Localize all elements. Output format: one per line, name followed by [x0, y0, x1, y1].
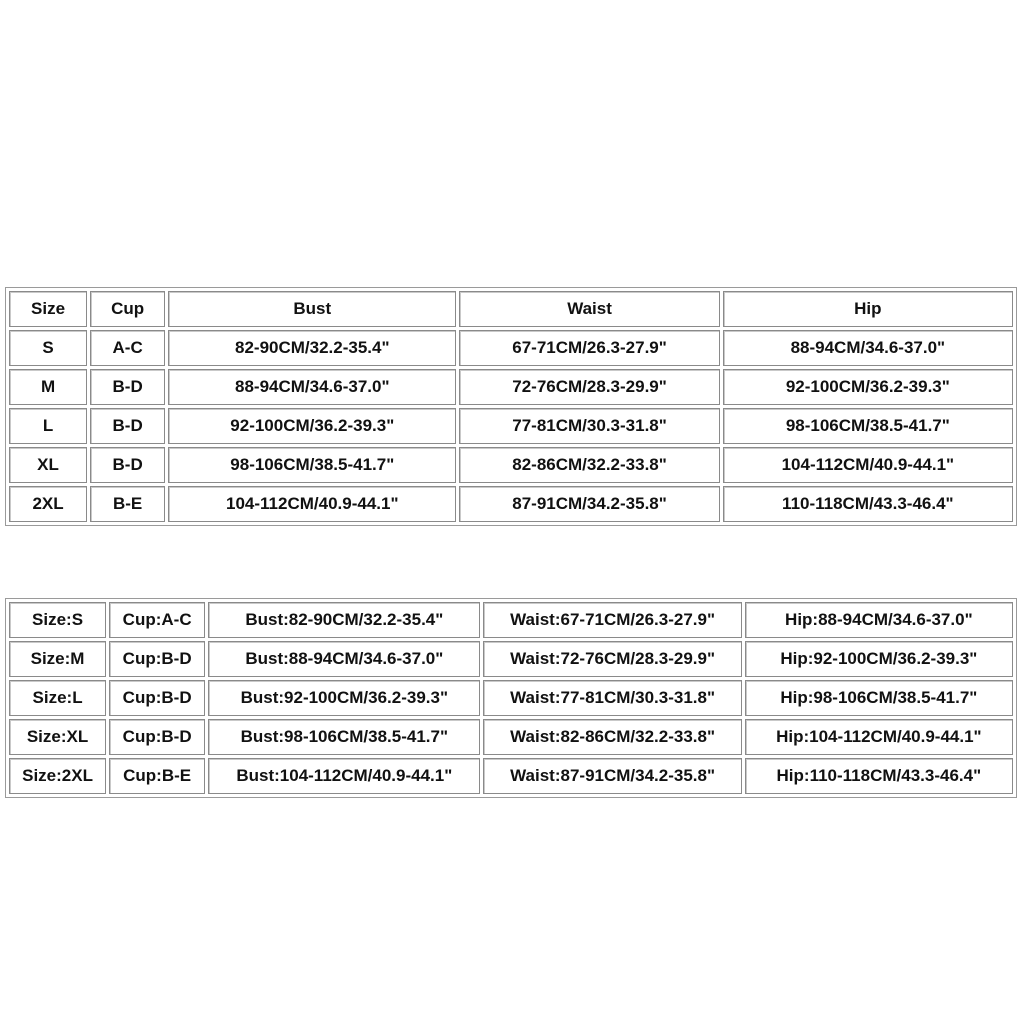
cell-waist: Waist:82-86CM/32.2-33.8" [483, 719, 741, 755]
cell-waist: Waist:87-91CM/34.2-35.8" [483, 758, 741, 794]
cell-hip: 88-94CM/34.6-37.0" [723, 330, 1013, 366]
cell-waist: Waist:67-71CM/26.3-27.9" [483, 602, 741, 638]
column-header-bust: Bust [168, 291, 456, 327]
cell-size: L [9, 408, 87, 444]
cell-size: XL [9, 447, 87, 483]
cell-bust: 88-94CM/34.6-37.0" [168, 369, 456, 405]
table-header-row [9, 291, 1013, 327]
column-header-cup: Cup [90, 291, 165, 327]
cell-waist: 87-91CM/34.2-35.8" [459, 486, 719, 522]
table-row [9, 408, 1013, 444]
cell-waist: 77-81CM/30.3-31.8" [459, 408, 719, 444]
cell-waist: 67-71CM/26.3-27.9" [459, 330, 719, 366]
cell-cup: Cup:A-C [109, 602, 205, 638]
cell-cup: B-D [90, 447, 165, 483]
cell-cup: B-D [90, 408, 165, 444]
table-row [9, 758, 1013, 794]
table-row [9, 602, 1013, 638]
cell-bust: 104-112CM/40.9-44.1" [168, 486, 456, 522]
cell-cup: B-E [90, 486, 165, 522]
cell-size: M [9, 369, 87, 405]
cell-hip: 98-106CM/38.5-41.7" [723, 408, 1013, 444]
cell-cup: Cup:B-D [109, 719, 205, 755]
cell-hip: 110-118CM/43.3-46.4" [723, 486, 1013, 522]
cell-hip: Hip:92-100CM/36.2-39.3" [745, 641, 1013, 677]
cell-cup: Cup:B-D [109, 680, 205, 716]
cell-bust: Bust:92-100CM/36.2-39.3" [208, 680, 480, 716]
table-row [9, 330, 1013, 366]
cell-bust: 98-106CM/38.5-41.7" [168, 447, 456, 483]
table-row [9, 369, 1013, 405]
cell-size: Size:M [9, 641, 106, 677]
cell-bust: Bust:104-112CM/40.9-44.1" [208, 758, 480, 794]
cell-waist: Waist:72-76CM/28.3-29.9" [483, 641, 741, 677]
cell-size: Size:2XL [9, 758, 106, 794]
cell-hip: 92-100CM/36.2-39.3" [723, 369, 1013, 405]
cell-cup: B-D [90, 369, 165, 405]
cell-size: S [9, 330, 87, 366]
cell-hip: Hip:88-94CM/34.6-37.0" [745, 602, 1013, 638]
cell-bust: Bust:88-94CM/34.6-37.0" [208, 641, 480, 677]
cell-hip: Hip:98-106CM/38.5-41.7" [745, 680, 1013, 716]
cell-cup: Cup:B-D [109, 641, 205, 677]
column-header-size: Size [9, 291, 87, 327]
table-row [9, 680, 1013, 716]
size-chart-table [5, 287, 1017, 526]
table-row [9, 641, 1013, 677]
cell-size: 2XL [9, 486, 87, 522]
cell-hip: Hip:110-118CM/43.3-46.4" [745, 758, 1013, 794]
cell-waist: 82-86CM/32.2-33.8" [459, 447, 719, 483]
column-header-waist: Waist [459, 291, 719, 327]
labeled-size-chart-table [5, 598, 1017, 798]
table-row [9, 719, 1013, 755]
cell-size: Size:S [9, 602, 106, 638]
cell-bust: 82-90CM/32.2-35.4" [168, 330, 456, 366]
cell-cup: Cup:B-E [109, 758, 205, 794]
cell-bust: 92-100CM/36.2-39.3" [168, 408, 456, 444]
table-row [9, 486, 1013, 522]
cell-bust: Bust:82-90CM/32.2-35.4" [208, 602, 480, 638]
cell-hip: Hip:104-112CM/40.9-44.1" [745, 719, 1013, 755]
column-header-hip: Hip [723, 291, 1013, 327]
cell-hip: 104-112CM/40.9-44.1" [723, 447, 1013, 483]
cell-waist: Waist:77-81CM/30.3-31.8" [483, 680, 741, 716]
cell-waist: 72-76CM/28.3-29.9" [459, 369, 719, 405]
table-row [9, 447, 1013, 483]
cell-size: Size:XL [9, 719, 106, 755]
cell-cup: A-C [90, 330, 165, 366]
cell-size: Size:L [9, 680, 106, 716]
cell-bust: Bust:98-106CM/38.5-41.7" [208, 719, 480, 755]
